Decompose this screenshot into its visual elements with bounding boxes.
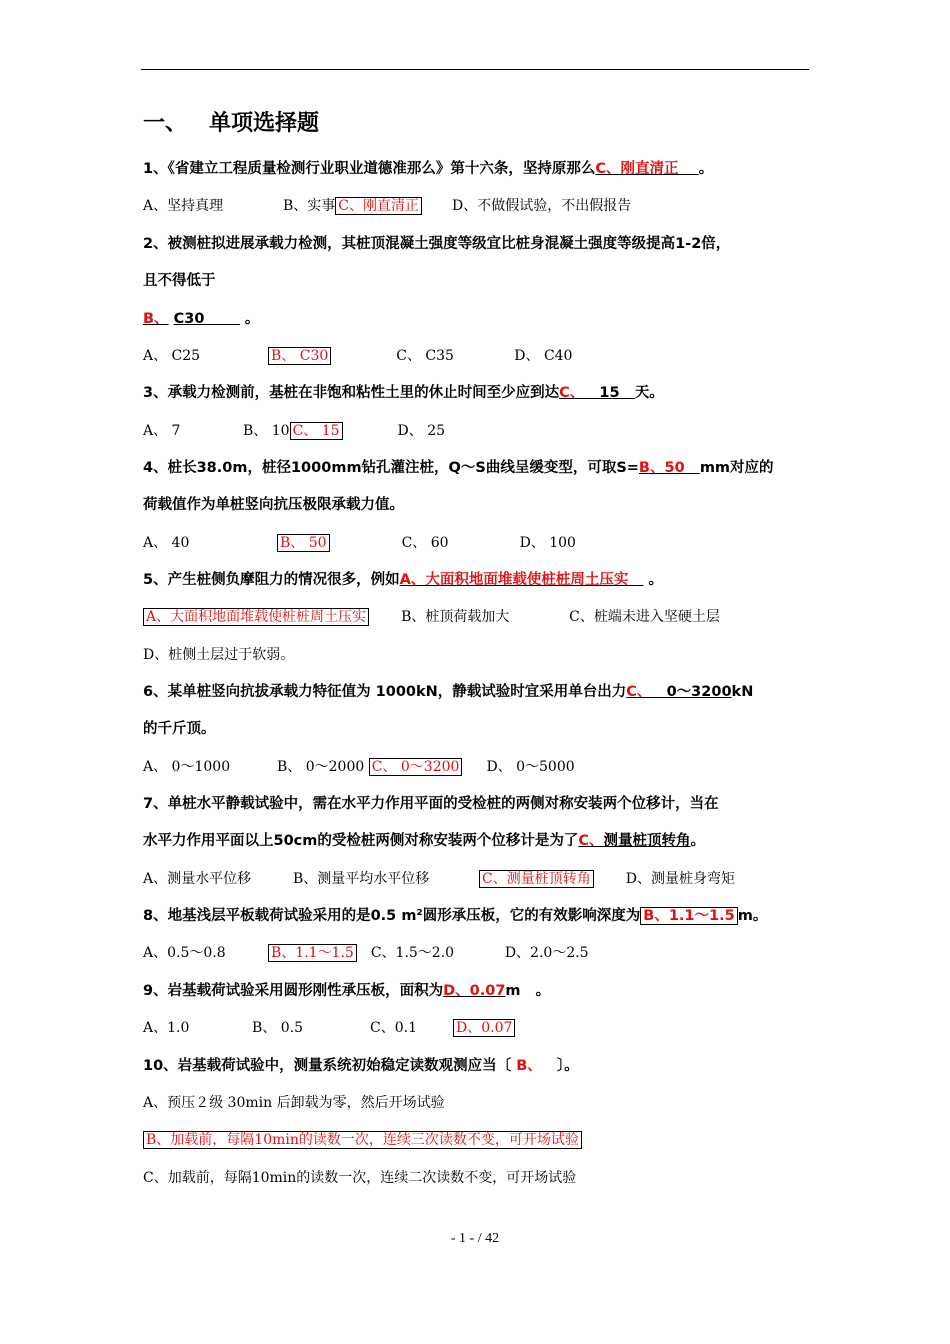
options-3 — [143, 421, 445, 441]
option-c: C、 60 — [401, 535, 449, 551]
options-6 — [143, 757, 575, 777]
option-a: A、 7 — [143, 423, 181, 439]
options-9 — [143, 1018, 515, 1038]
question-6-line-2: 的千斤顶。 — [143, 721, 216, 737]
option-d: D、 100 — [519, 535, 576, 551]
option-10-c: C、加载前，每隔10min的读数一次，连续二次读数不变，可开场试验 — [143, 1170, 577, 1186]
answer-1: C、刚直清正 — [595, 161, 679, 177]
question-8: 8、地基浅层平板载荷试验采用的是0.5 m²圆形承压板，它的有效影响深度为 B、1.1～1.5 m。 — [143, 908, 768, 924]
option-c: C、1.5～2.0 — [370, 945, 455, 961]
option-b: B、 0～2000 — [277, 759, 365, 775]
question-2-answer: B、 C30 。 — [143, 311, 260, 327]
question-6-line-1: 6、某单桩竖向抗拔承载力特征值为 1000kN，静载试验时宜采用单台出力C、 0～3200kN — [143, 684, 754, 700]
option-b: B、桩顶荷载加大 — [401, 609, 510, 625]
answer-8: B、1.1～1.5 — [640, 907, 737, 925]
option-b: B、测量平均水平位移 — [293, 871, 430, 887]
question-3: 3、承载力检测前，基桩在非饱和粘性土里的休止时间至少应到达C、 15 天。 — [143, 385, 664, 401]
section-heading — [143, 106, 319, 137]
option-d: D、 0～5000 — [486, 759, 575, 775]
question-7-line-1: 7、单桩水平静载试验中，需在水平力作用平面的受检桩的两侧对称安装两个位移计，当在 — [143, 796, 719, 812]
question-9: 9、岩基载荷试验采用圆形刚性承压板，面积为D、0.07m 。 — [143, 983, 551, 999]
option-d: D、不做假试验，不出假报告 — [452, 198, 632, 214]
option-5-d: D、桩侧土层过于软弱。 — [143, 647, 295, 663]
selected-option-10-b: B、加载前，每隔10min的读数一次，连续三次读数不变，可开场试验 — [143, 1130, 582, 1150]
option-a: A、测量水平位移 — [143, 871, 252, 887]
section-number: 一、 — [143, 111, 188, 136]
option-a: A、 0～1000 — [143, 759, 231, 775]
selected-option-a: A、大面积地面堆载使桩桩周土压实 — [143, 608, 369, 626]
section-title: 单项选择题 — [209, 111, 320, 136]
option-b: B、 10 — [243, 423, 290, 439]
option-a: A、1.0 — [143, 1020, 190, 1036]
question-7-line-2: 水平力作用平面以上50cm的受检桩两侧对称安装两个位移计是为了C、测量桩顶转角。 — [143, 833, 706, 849]
question-10: 10、岩基载荷试验中，测量系统初始稳定读数观测应当〔 B、 〕。 — [143, 1058, 579, 1074]
option-d: D、2.0～2.5 — [504, 945, 589, 961]
selected-option-c: C、 15 — [290, 422, 343, 440]
option-d: D、测量桩身弯矩 — [625, 871, 735, 887]
options-7 — [143, 869, 735, 889]
page-number: - 1 - / 42 — [450, 1231, 500, 1246]
option-c: C、桩端未进入坚硬土层 — [569, 609, 720, 625]
option-a: A、 40 — [143, 535, 190, 551]
option-a: A、 C25 — [143, 348, 201, 364]
selected-option-c: C、 0～3200 — [369, 758, 463, 776]
selected-option-b: B、 50 — [277, 534, 330, 552]
question-2-line-1: 2、被测桩拟进展承载力检测，其桩顶混凝土强度等级宜比桩身混凝土强度等级提高1-2倍， — [143, 236, 731, 252]
option-a: A、0.5～0.8 — [143, 945, 226, 961]
question-4-line-2: 荷载值作为单桩竖向抗压极限承载力值。 — [143, 497, 404, 513]
selected-option-b: B、1.1～1.5 — [268, 944, 357, 962]
option-a: A、坚持真理 — [143, 198, 224, 214]
option-10-a: A、预压２级 30min 后卸载为零，然后开场试验 — [143, 1095, 445, 1111]
selected-option-c: C、刚直清正 — [335, 197, 422, 215]
options-4 — [143, 533, 576, 553]
options-5 — [143, 607, 720, 627]
options-2 — [143, 346, 572, 366]
options-8 — [143, 943, 589, 963]
question-2-line-2: 且不得低于 — [143, 273, 216, 289]
option-b: B、实事 — [283, 198, 336, 214]
selected-option-c: C、测量桩顶转角 — [479, 870, 594, 888]
question-4-line-1: 4、桩长38.0m，桩径1000mm钻孔灌注桩，Q～S曲线呈缓变型，可取S=B、50 mm对应的 — [143, 460, 774, 476]
question-5: 5、产生桩侧负摩阻力的情况很多，例如A、大面积地面堆载使桩桩周土压实 。 — [143, 572, 664, 588]
option-b: B、 0.5 — [252, 1020, 304, 1036]
selected-option-d: D、0.07 — [453, 1019, 515, 1037]
question-1: 1、《省建立工程质量检测行业职业道德准那么》第十六条，坚持原那么C、刚直清正 。 — [143, 161, 714, 177]
option-d: D、 C40 — [514, 348, 573, 364]
option-c: C、 C35 — [396, 348, 454, 364]
options-1 — [143, 196, 631, 216]
option-c: C、0.1 — [370, 1020, 417, 1036]
selected-option-b: B、 C30 — [268, 347, 331, 365]
option-d: D、 25 — [397, 423, 446, 439]
top-rule — [141, 69, 809, 70]
